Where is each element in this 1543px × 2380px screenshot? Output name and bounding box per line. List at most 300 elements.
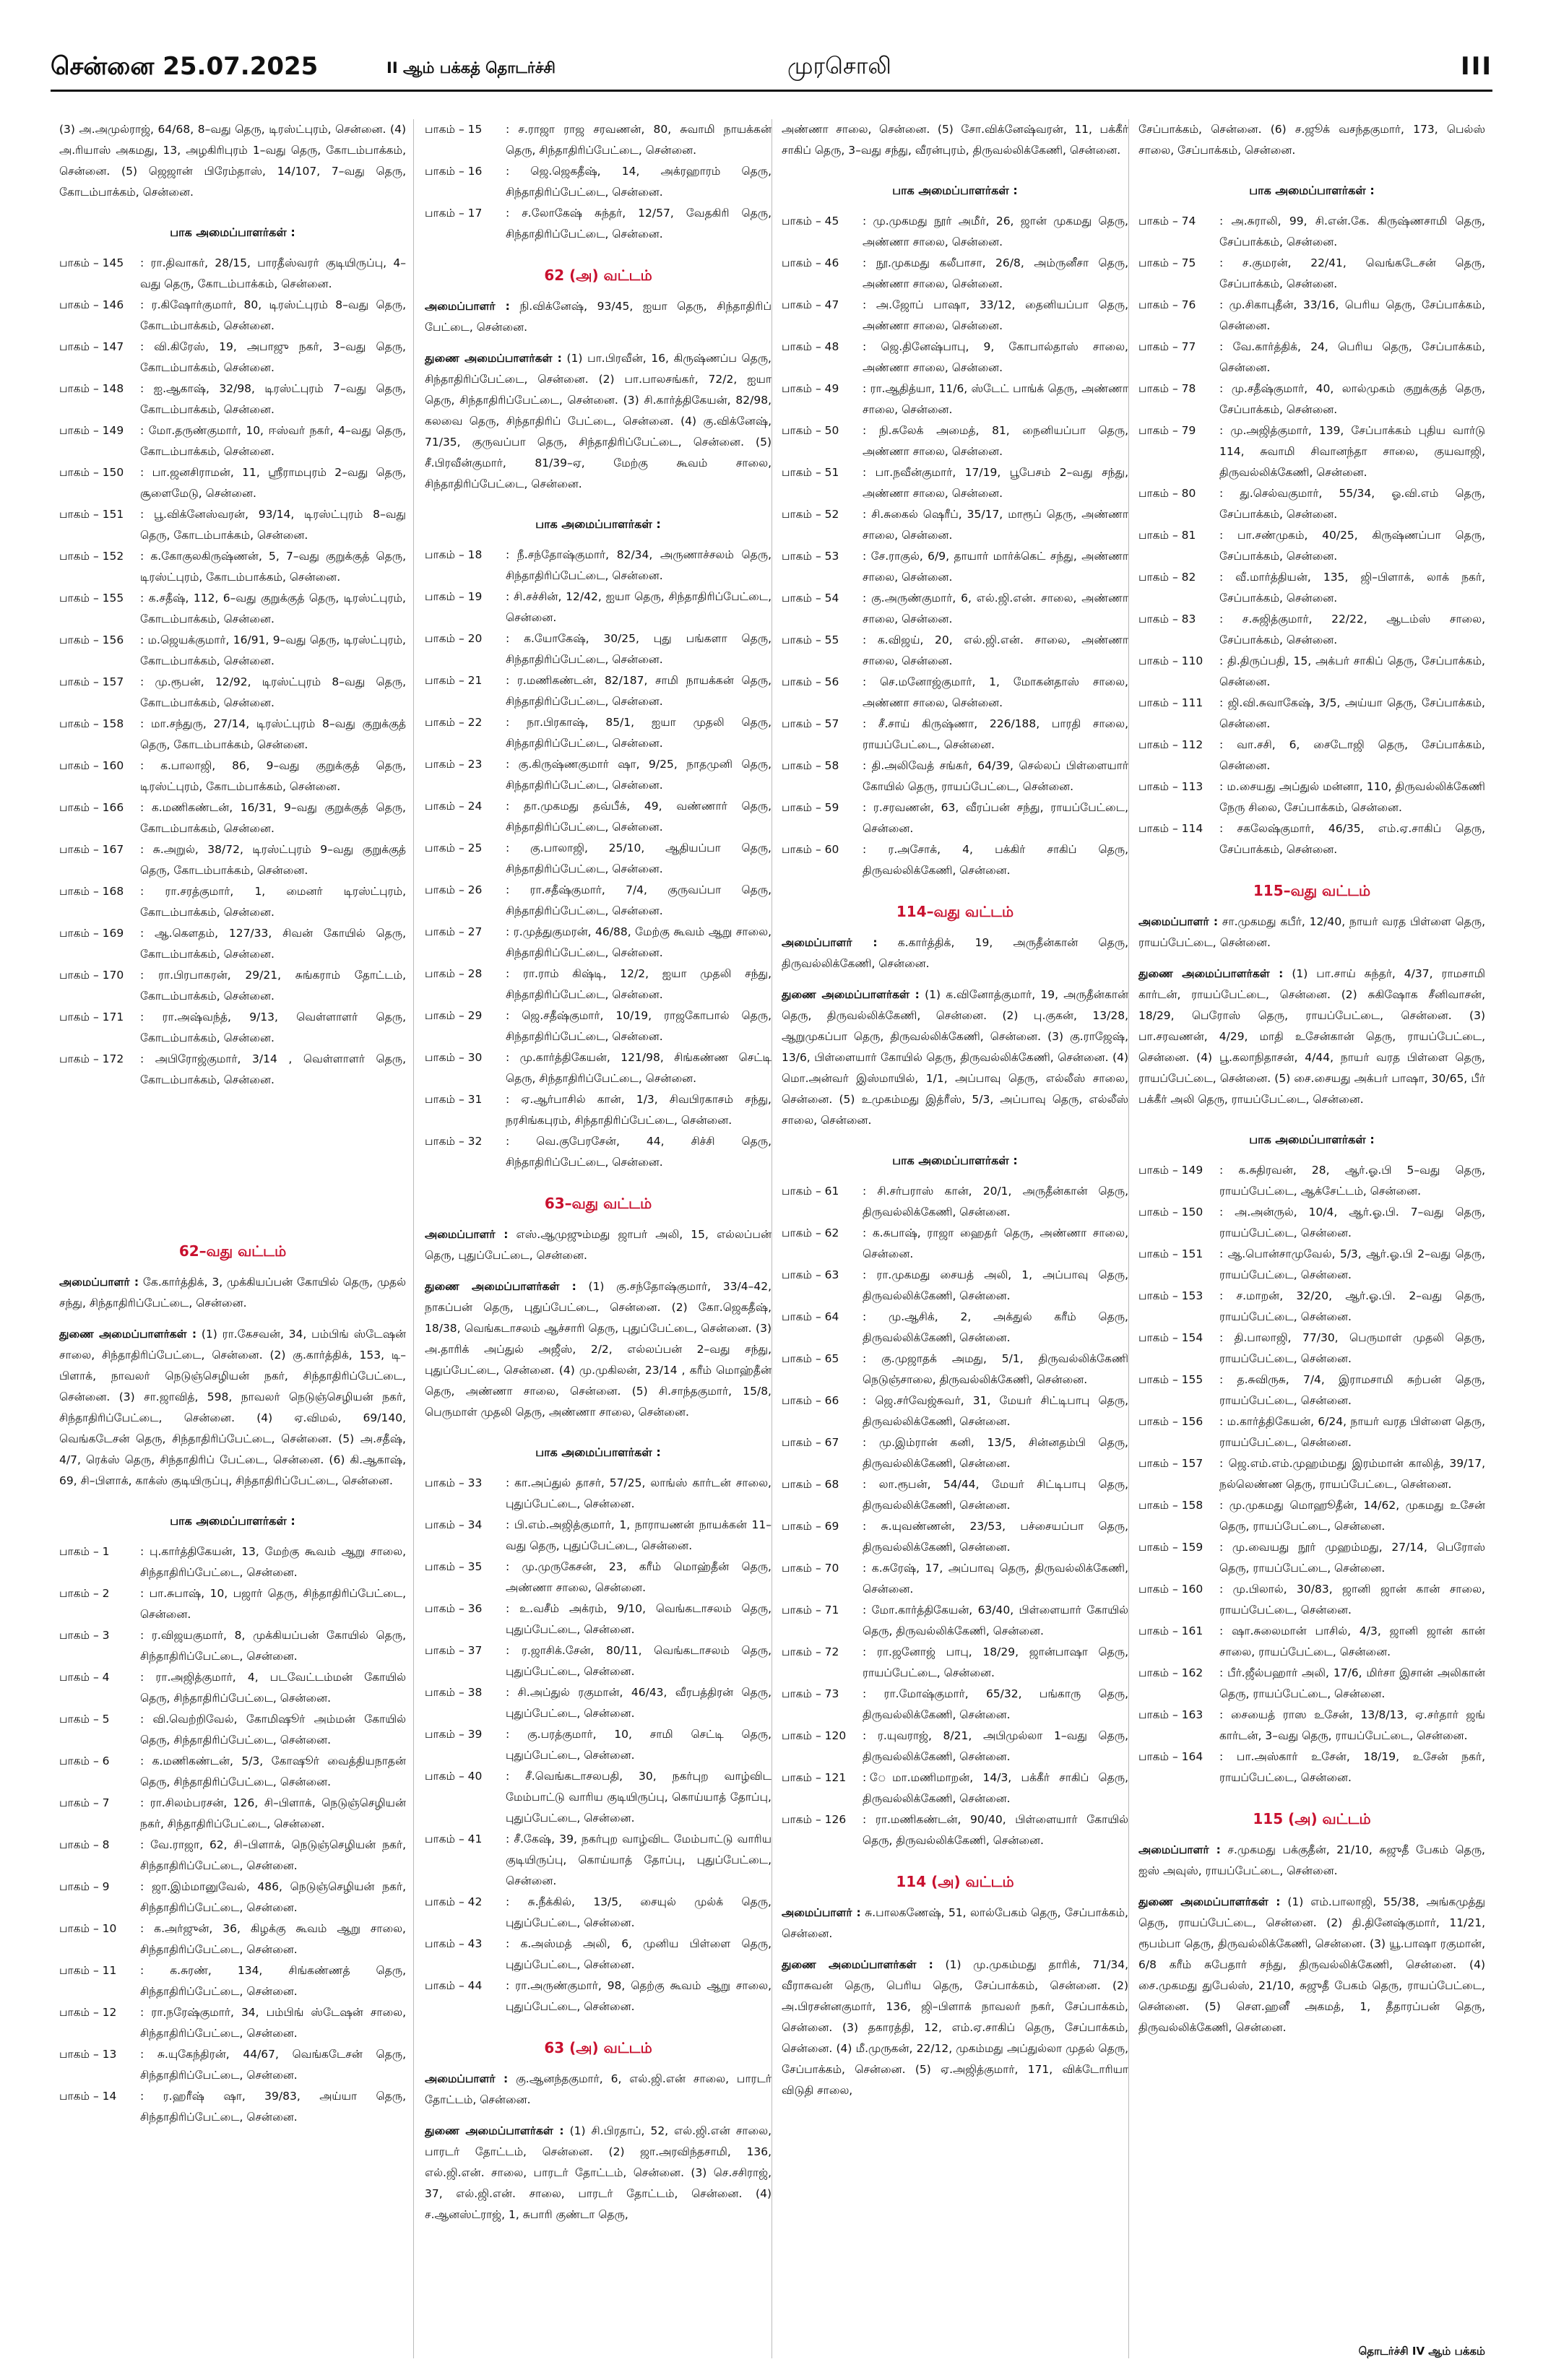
part-label: பாகம் – 33 [425, 1476, 483, 1489]
part-address: : ரா.அருண்குமார், 98, தெற்கு கூவம் ஆறு சாலை, புதுப்பேட்டை, சென்னை. [506, 1979, 772, 2013]
part-address: : ர.கிஷோர்குமார், 80, டிரஸ்ட்புரம் 8–வது தெரு, கோடம்பாக்கம், சென்னை. [140, 298, 406, 332]
part-label: பாகம் – 22 [425, 716, 483, 729]
list-item [59, 462, 406, 504]
column-3 [782, 119, 1128, 2358]
part-label: பாகம் – 160 [59, 759, 124, 772]
part-label: பாகம் – 75 [1138, 256, 1196, 269]
part-address: : வே.ராஜா, 62, சி–பிளாக், நெடுஞ்செழியன் நகர், சிந்தாதிரிப்பேட்டை, சென்னை. [140, 1838, 406, 1872]
part-label: பாகம் – 150 [1138, 1206, 1203, 1219]
part-label: பாகம் – 61 [782, 1185, 839, 1198]
part-label: பாகம் – 29 [425, 1009, 483, 1022]
part-address: : ஆ.கௌதம், 127/33, சிவன் கோயில் தெரு, கோடம்பாக்கம், சென்னை. [140, 927, 406, 961]
part-address: : ர.விஜயகுமார், 8, முக்கியப்பன் கோயில் தெரு, சிந்தாதிரிப்பேட்டை, சென்னை. [140, 1629, 406, 1663]
part-address: : ரா.அஜித்குமார், 4, படவேட்டம்மன் கோயில் தெரு, சிந்தாதிரிப்பேட்டை, சென்னை. [140, 1671, 406, 1705]
part-label: பாகம் – 76 [1138, 298, 1196, 311]
list-item [59, 839, 406, 881]
part-label: பாகம் – 72 [782, 1645, 839, 1658]
part-label: பாகம் – 55 [782, 633, 839, 646]
ward-heading: 63–வது வட்டம் [544, 1195, 652, 1212]
part-address: : ஏ.ஆர்பாசில் கான், 1/3, சிவபிரகாசம் சந்து, நரசிங்கபுரம், சிந்தாதிரிப்பேட்டை, சென்னை. [506, 1093, 772, 1127]
part-label: பாகம் – 8 [59, 1838, 110, 1851]
list-item [59, 630, 406, 672]
part-address: : பு.கார்த்திகேயன், 13, மேற்கு கூவம் ஆறு சாலை, சிந்தாதிரிப்பேட்டை, சென்னை. [140, 1545, 406, 1579]
list-item [59, 756, 406, 797]
part-label: பாகம் – 71 [782, 1604, 839, 1617]
part-label: பாகம் – 27 [425, 925, 483, 938]
list-item [59, 881, 406, 923]
part-address: : மோ.கார்த்திகேயன், 63/40, பிள்ளையார் கோயில் தெரு, திருவல்லிக்கேணி, சென்னை. [863, 1604, 1128, 1637]
role-label: துணை அமைப்பாளர்கள் : [425, 2124, 564, 2137]
list-item [59, 253, 406, 295]
part-label: பாகம் – 50 [782, 424, 839, 437]
subheading: பாக அமைப்பாளர்கள் : [535, 1445, 661, 1459]
spacer [59, 1091, 406, 1221]
list-item [782, 1349, 1128, 1390]
part-address: : வி.வெற்றிவேல், கோமிஷூர் அம்மன் கோயில் தெரு, சிந்தாதிரிப்பேட்டை, சென்னை. [140, 1713, 406, 1747]
part-address: : சீ.சாய் கிருஷ்ணா, 226/188, பாரதி சாலை, ராயப்பேட்டை, சென்னை. [863, 717, 1128, 751]
part-label: பாகம் – 4 [59, 1671, 110, 1684]
subheading: பாக அமைப்பாளர்கள் : [892, 1154, 1018, 1167]
part-label: பாகம் – 35 [425, 1560, 483, 1573]
list-item [425, 1047, 772, 1089]
role-label: அமைப்பாளர் : [59, 1276, 139, 1289]
part-label: பாகம் – 3 [59, 1629, 110, 1642]
part-label: பாகம் – 145 [59, 256, 124, 269]
column-divider [413, 119, 414, 2358]
part-address: : மு.ரூபன், 12/92, டிரஸ்ட்புரம் 8–வது தெரு, கோடம்பாக்கம், சென்னை. [140, 675, 406, 709]
list-item [782, 420, 1128, 462]
part-label: பாகம் – 158 [59, 717, 124, 730]
part-address: : கு.கிருஷ்ணகுமார் ஷா, 9/25, நாதமுனி தெரு, சிந்தாதிரிப்பேட்டை, சென்னை. [506, 758, 772, 792]
list-item [1138, 651, 1485, 693]
part-address: : மு.வையது நூர் முஹம்மது, 27/14, பெரோஸ் தெரு, ராயப்பேட்டை, சென்னை. [1219, 1541, 1485, 1575]
list-item [1138, 1747, 1485, 1788]
list-item [782, 1558, 1128, 1600]
list-item [425, 1557, 772, 1598]
part-label: பாகம் – 39 [425, 1728, 483, 1741]
part-label: பாகம் – 111 [1138, 696, 1203, 709]
part-label: பாகம் – 62 [782, 1226, 839, 1239]
list-item [425, 838, 772, 880]
list-item [59, 378, 406, 420]
subheading: பாக அமைப்பாளர்கள் : [170, 1514, 295, 1528]
continuation-label: II ஆம் பக்கத் தொடர்ச்சி [386, 59, 556, 77]
part-address: : கு.பரத்குமார், 10, சாமி செட்டி தெரு, புதுப்பேட்டை, சென்னை. [506, 1728, 772, 1762]
part-address: : சி.சர்பராஸ் கான், 20/1, அருதீன்கான் தெரு, திருவல்லிக்கேணி, சென்னை. [863, 1185, 1128, 1219]
list-item [59, 337, 406, 378]
part-address: : சி.அப்துல் ரகுமான், 46/43, வீரபத்திரன் தெரு, புதுப்பேட்டை, சென்னை. [506, 1686, 772, 1720]
list-item [782, 378, 1128, 420]
part-label: பாகம் – 66 [782, 1394, 839, 1407]
list-item [59, 504, 406, 546]
list-item [59, 295, 406, 337]
part-address: : வே.கார்த்திக், 24, பெரிய தெரு, சேப்பாக்கம், சென்னை. [1219, 340, 1485, 374]
part-address: : தா.முகமது தவ்பீக், 49, வண்ணார் தெரு, சிந்தாதிரிப்பேட்டை, சென்னை. [506, 800, 772, 834]
part-address: : ர.மணிகண்டன், 82/187, சாமி நாயக்கன் தெரு, சிந்தாதிரிப்பேட்டை, சென்னை. [506, 674, 772, 708]
part-label: பாகம் – 20 [425, 632, 483, 645]
list-item [782, 1390, 1128, 1432]
part-address: : பா.அஸ்கார் உசேன், 18/19, உசேன் நகர், ராயப்பேட்டை, சென்னை. [1219, 1750, 1485, 1784]
paragraph: அமைப்பாளர் : கு.ஆனந்தகுமார், 6, எல்.ஜி.என் சாலை, பாரடர் தோட்டம், சென்னை. [425, 2072, 772, 2106]
part-address: : க.விஜய், 20, எல்.ஜி.என். சாலை, அண்ணா சாலை, சென்னை. [863, 633, 1128, 667]
list-item [1138, 818, 1485, 860]
part-address: : அ.சுராலி, 99, சி.என்.கே. கிருஷ்ணசாமி தெரு, சேப்பாக்கம், சென்னை. [1219, 215, 1485, 248]
list-item [782, 1307, 1128, 1349]
list-item [59, 546, 406, 588]
list-item [59, 797, 406, 839]
part-address: : க.சுதிரவன், 28, ஆர்.ஓ.பி 5–வது தெரு, ராயப்பேட்டை, ஆக்சேட்டம், சென்னை. [1219, 1164, 1485, 1198]
part-address: : சு.அறுல், 38/72, டிரஸ்ட்புரம் 9–வது குறுக்குத் தெரு, கோடம்பாக்கம், சென்னை. [140, 843, 406, 877]
part-label: பாகம் – 152 [59, 550, 124, 563]
list-item [425, 1976, 772, 2017]
list-item [425, 161, 772, 203]
column-4 [1138, 119, 1485, 2358]
list-item [425, 628, 772, 670]
part-address: : ர.முத்துகுமரன், 46/88, மேற்கு கூவம் ஆறு சாலை, சிந்தாதிரிப்பேட்டை, சென்னை. [506, 925, 772, 959]
list-item [782, 839, 1128, 881]
list-item [782, 211, 1128, 253]
paragraph: சேப்பாக்கம், சென்னை. (6) ச.ஜூக் வசந்தகுமார், 173, பெல்ஸ் சாலை, சேப்பாக்கம், சென்னை. [1138, 123, 1485, 157]
part-label: பாகம் – 1 [59, 1545, 110, 1558]
part-label: பாகம் – 147 [59, 340, 124, 353]
part-address: : ரா.அஷ்வந்த், 9/13, வெள்ளாளர் தெரு, கோடம்பாக்கம், சென்னை. [140, 1011, 406, 1044]
part-label: பாகம் – 18 [425, 548, 483, 561]
ward-heading: 115–வது வட்டம் [1253, 882, 1371, 899]
part-label: பாகம் – 44 [425, 1979, 483, 1992]
paragraph: அண்ணா சாலை, சென்னை. (5) சோ.விக்னேஷ்வரன், 11, பக்கீர் சாகிப் தெரு, 3–வது சந்து, வீரன்புரம், திருவல்லிக்கேணி, சென்னை. [782, 123, 1128, 157]
part-address: : ர.அசோக், 4, பக்கிர் சாகிப் தெரு, திருவல்லிக்கேணி, சென்னை. [863, 843, 1128, 877]
part-label: பாகம் – 157 [1138, 1457, 1203, 1470]
list-item [59, 1541, 406, 1583]
paragraph: அமைப்பாளர் : கே.கார்த்திக், 3, முக்கியப்பன் கோயில் தெரு, முதல் சந்து, சிந்தாதிரிப்பேட்டை, சென்னை. [59, 1276, 406, 1310]
part-address: : க.யோகேஷ், 30/25, புது பங்களா தெரு, சிந்தாதிரிப்பேட்டை, சென்னை. [506, 632, 772, 666]
part-label: பாகம் – 78 [1138, 382, 1196, 395]
part-label: பாகம் – 34 [425, 1518, 483, 1531]
role-label: துணை அமைப்பாளர்கள் : [59, 1328, 197, 1341]
role-label: அமைப்பாளர் : [782, 1906, 861, 1919]
part-address: : ச.மாறன், 32/20, ஆர்.ஓ.பி. 2–வது தெரு, ராயப்பேட்டை, சென்னை. [1219, 1289, 1485, 1323]
list-item [59, 1709, 406, 1751]
part-address: : செ.மனோஜ்குமார், 1, மோகன்தாஸ் சாலை, அண்ணா சாலை, சென்னை. [863, 675, 1128, 709]
part-label: பாகம் – 17 [425, 207, 483, 220]
part-label: பாகம் – 7 [59, 1796, 110, 1809]
ward-heading: 114–வது வட்டம் [896, 903, 1014, 920]
part-address: : ஜெ.ஜெகதீஷ், 14, அக்ரஹாரம் தெரு, சிந்தாதிரிப்பேட்டை, சென்னை. [506, 165, 772, 199]
paragraph: அமைப்பாளர் : எஸ்.ஆமுஜும்மது ஜாபர் அலி, 15, எல்லப்பன் தெரு, புதுப்பேட்டை, சென்னை. [425, 1228, 772, 1262]
list-item [425, 670, 772, 712]
part-address: : மோ.தருண்குமார், 10, ஈஸ்வர் நகர், 4–வது தெரு, கோடம்பாக்கம், சென்னை. [140, 424, 406, 458]
part-label: பாகம் – 153 [1138, 1289, 1203, 1302]
list-item [59, 1049, 406, 1091]
list-item [59, 923, 406, 965]
list-item [1138, 378, 1485, 420]
part-address: : மு.அஜித்குமார், 139, சேப்பாக்கம் புதிய வார்டு 114, சுவாமி சிவானந்தா சாலை, குயவாஜி, திருவல்லிக்கேணி, சென்னை. [1219, 424, 1485, 479]
part-label: பாகம் – 57 [782, 717, 839, 730]
list-item [1138, 1286, 1485, 1328]
part-label: பாகம் – 60 [782, 843, 839, 856]
part-address: : ஜெ.சதீஷ்குமார், 10/19, ராஜகோபால் தெரு, சிந்தாதிரிப்பேட்டை, சென்னை. [506, 1009, 772, 1043]
part-address: : லா.ரூபன், 54/44, மேயர் சிட்டிபாபு தெரு, திருவல்லிக்கேணி, சென்னை. [863, 1478, 1128, 1512]
part-label: பாகம் – 64 [782, 1310, 839, 1323]
part-label: பாகம் – 148 [59, 382, 124, 395]
ward-heading: 62–வது வட்டம் [178, 1242, 287, 1260]
newspaper-name: முரசொலி [787, 52, 891, 79]
part-label: பாகம் – 156 [59, 633, 124, 646]
part-label: பாகம் – 167 [59, 843, 124, 856]
part-label: பாகம் – 58 [782, 759, 839, 772]
list-item [782, 588, 1128, 630]
list-item [425, 964, 772, 1005]
part-label: பாகம் – 9 [59, 1880, 110, 1893]
part-label: பாகம் – 161 [1138, 1624, 1203, 1637]
part-address: : சே.ராகுல், 6/9, தாயார் மார்க்கெட் சந்து, அண்ணா சாலை, சென்னை. [863, 550, 1128, 584]
part-address: : அபிரோஜ்குமார், 3/14 , வெள்ளாளர் தெரு, கோடம்பாக்கம், சென்னை. [140, 1052, 406, 1086]
column-divider [1128, 119, 1129, 2358]
part-address: : ரா.திவாகர், 28/15, பாரதீஸ்வரர் குடியிருப்பு, 4–வது தெரு, கோடம்பாக்கம், சென்னை. [140, 256, 406, 290]
part-address: : நூ.முகமது கலீபாசா, 26/8, அம்ருனீசா தெரு, அண்ணா சாலை, சென்னை. [863, 256, 1128, 290]
part-address: : பா.சண்முகம், 40/25, கிருஷ்ணப்பா தெரு, சேப்பாக்கம், சென்னை. [1219, 529, 1485, 563]
list-item [1138, 693, 1485, 735]
part-address: : சி.சச்சின், 12/42, ஐயா தெரு, சிந்தாதிரிப்பேட்டை, சென்னை. [506, 590, 772, 624]
part-label: பாகம் – 162 [1138, 1666, 1203, 1679]
part-label: பாகம் – 171 [59, 1011, 124, 1024]
part-address: : ஜெ.தினேஷ்பாபு, 9, கோபால்தாஸ் சாலை, அண்ணா சாலை, சென்னை. [863, 340, 1128, 374]
subheading: பாக அமைப்பாளர்கள் : [1249, 183, 1375, 197]
part-label: பாகம் – 38 [425, 1686, 483, 1699]
part-address: : ஜா.இம்மானுவேல், 486, நெடுஞ்செழியன் நகர், சிந்தாதிரிப்பேட்டை, சென்னை. [140, 1880, 406, 1914]
part-address: : மு.சிகாபுதீன், 33/16, பெரிய தெரு, சேப்பாக்கம், சென்னை. [1219, 298, 1485, 332]
list-item [782, 1516, 1128, 1558]
part-label: பாகம் – 149 [1138, 1164, 1203, 1177]
part-address: : ரா.ஜனோஜ் பாபு, 18/29, ஜான்பாஷா தெரு, ராயப்பேட்டை, சென்னை. [863, 1645, 1128, 1679]
part-label: பாகம் – 53 [782, 550, 839, 563]
part-label: பாகம் – 120 [782, 1729, 847, 1742]
part-label: பாகம் – 12 [59, 2006, 117, 2019]
part-label: பாகம் – 23 [425, 758, 483, 771]
list-item [782, 295, 1128, 337]
part-address: : சகலேஷ்குமார், 46/35, எம்.ஏ.சாகிப் தெரு, சேப்பாக்கம், சென்னை. [1219, 822, 1485, 856]
part-label: பாகம் – 30 [425, 1051, 483, 1064]
part-address: : பா.சுபாஷ், 10, பஜார் தெரு, சிந்தாதிரிப்பேட்டை, சென்னை. [140, 1587, 406, 1621]
part-label: பாகம் – 14 [59, 2090, 117, 2103]
part-address: : வீ.மார்த்தியன், 135, ஜி–பிளாக், லாக் நகர், சேப்பாக்கம், சென்னை. [1219, 571, 1485, 605]
list-item [59, 2086, 406, 2128]
list-item [425, 1682, 772, 1724]
part-label: பாகம் – 28 [425, 967, 483, 980]
part-address: : ம.சையது அப்துல் மன்னா, 110, திருவல்லிக்கேணி நேரு சிலை, சேப்பாக்கம், சென்னை. [1219, 780, 1485, 814]
part-address: : உ.வசீம் அக்ரம், 9/10, வெங்கடாசலம் தெரு, புதுப்பேட்டை, சென்னை. [506, 1602, 772, 1636]
list-item [1138, 1369, 1485, 1411]
list-item [1138, 420, 1485, 483]
part-label: பாகம் – 5 [59, 1713, 110, 1726]
list-item [1138, 1705, 1485, 1747]
part-address: : ர.சரவணன், 63, வீரப்பன் சந்து, ராயப்பேட்டை, சென்னை. [863, 801, 1128, 835]
list-item [1138, 1495, 1485, 1537]
part-address: : சீ.கேஷ், 39, நகர்புற வாழ்விட மேம்பாட்டு வாரிய குடியிருப்பு, கொய்யாத் தோப்பு, புதுப்பேட்டை, சென்னை. [506, 1832, 772, 1887]
list-item [1138, 1244, 1485, 1286]
list-item [1138, 609, 1485, 651]
part-address: : மு.ஆசிக், 2, அக்துல் கரீம் தெரு, திருவல்லிக்கேணி, சென்னை. [863, 1310, 1128, 1344]
part-label: பாகம் – 54 [782, 592, 839, 605]
part-address: : கா.அப்துல் தாசர், 57/25, லாங்ஸ் கார்டன் சாலை, புதுப்பேட்டை, சென்னை. [506, 1476, 772, 1510]
part-address: : சு.யுகேந்திரன், 44/67, வெங்கடேசன் தெரு, சிந்தாதிரிப்பேட்டை, சென்னை. [140, 2048, 406, 2082]
part-label: பாகம் – 79 [1138, 424, 1196, 437]
list-item [782, 1223, 1128, 1265]
part-address: : சு.யுவண்ணன், 23/53, பச்சையப்பா தெரு, திருவல்லிக்கேணி, சென்னை. [863, 1520, 1128, 1554]
part-address: : கு.முஜாதக் அமது, 5/1, திருவல்லிக்கேணி நெடுஞ்சாலை, திருவல்லிக்கேணி, சென்னை. [863, 1352, 1128, 1386]
ward-heading: 63 (அ) வட்டம் [544, 2039, 652, 2056]
issue-date: சென்னை 25.07.2025 [51, 52, 319, 81]
part-address: : க.அர்ஜுன், 36, கிழக்கு கூவம் ஆறு சாலை, சிந்தாதிரிப்பேட்டை, சென்னை. [140, 1922, 406, 1956]
part-label: பாகம் – 112 [1138, 738, 1203, 751]
part-address: : து.செல்வகுமார், 55/34, ஓ.வி.எம் தெரு, சேப்பாக்கம், சென்னை. [1219, 487, 1485, 521]
part-address: : ர.ஜாசிக்.சேன், 80/11, வெங்கடாசலம் தெரு, புதுப்பேட்டை, சென்னை. [506, 1644, 772, 1678]
part-address: : ஐ.ஆகாஷ், 32/98, டிரஸ்ட்புரம் 7–வது தெரு, கோடம்பாக்கம், சென்னை. [140, 382, 406, 416]
part-address: : ச.ராஜா ராஜ சரவணன், 80, சுவாமி நாயக்கன் தெரு, சிந்தாதிரிப்பேட்டை, சென்னை. [506, 123, 772, 157]
part-label: பாகம் – 2 [59, 1587, 110, 1600]
part-address: : நி.சுலேக் அமைத், 81, நைனியப்பா தெரு, அண்ணா சாலை, சென்னை. [863, 424, 1128, 458]
list-item [782, 1474, 1128, 1516]
part-address: : க.சுரண், 134, சிங்கண்ணத் தெரு, சிந்தாதிரிப்பேட்டை, சென்னை. [140, 1964, 406, 1998]
part-label: பாகம் – 6 [59, 1754, 110, 1767]
part-address: : க.சுரேஷ், 17, அப்பாவு தெரு, திருவல்லிக்கேணி, சென்னை. [863, 1562, 1128, 1596]
list-item [425, 545, 772, 587]
list-item [1138, 1579, 1485, 1621]
list-item [59, 420, 406, 462]
list-item [1138, 1328, 1485, 1369]
list-item [782, 462, 1128, 504]
part-label: பாகம் – 21 [425, 674, 483, 687]
list-item [1138, 1453, 1485, 1495]
part-label: பாகம் – 48 [782, 340, 839, 353]
part-address: : பா.நவீன்குமார், 17/19, பூபேசம் 2–வது சந்து, அண்ணா சாலை, சென்னை. [863, 466, 1128, 500]
part-address: : சி.சுகைல் ஷெரீப், 35/17, மாரூப் தெரு, அண்ணா சாலை, சென்னை. [863, 508, 1128, 542]
role-label: அமைப்பாளர் : [425, 300, 510, 313]
list-item [782, 756, 1128, 797]
part-label: பாகம் – 158 [1138, 1499, 1203, 1512]
list-item [1138, 337, 1485, 378]
list-item [1138, 483, 1485, 525]
ward-heading: 62 (அ) வட்டம் [544, 267, 652, 284]
subheading: பாக அமைப்பாளர்கள் : [535, 517, 661, 531]
part-label: பாகம் – 56 [782, 675, 839, 688]
role-label: அமைப்பாளர் : [1138, 1843, 1221, 1856]
part-address: : நீ.சந்தோஷ்குமார், 82/34, அருணாச்சலம் தெரு, சிந்தாதிரிப்பேட்டை, சென்னை. [506, 548, 772, 582]
part-address: : சையைத் ராஸ உசேன், 13/8/13, ஏ.சர்தார் ஜங் கார்டன், 3–வது தெரு, ராயப்பேட்டை, சென்னை. [1219, 1708, 1485, 1742]
list-item [59, 1877, 406, 1918]
list-item [782, 253, 1128, 295]
part-label: பாகம் – 68 [782, 1478, 839, 1491]
part-label: பாகம் – 43 [425, 1937, 483, 1950]
part-address: : ரா.சரத்குமார், 1, மைனர் டிரஸ்ட்புரம், கோடம்பாக்கம், சென்னை. [140, 885, 406, 919]
list-item [59, 1835, 406, 1877]
role-label: அமைப்பாளர் : [1138, 915, 1219, 928]
list-item [782, 546, 1128, 588]
part-address: : ச.லோகேஷ் சுந்தர், 12/57, வேதகிரி தெரு, சிந்தாதிரிப்பேட்டை, சென்னை. [506, 207, 772, 241]
list-item [59, 965, 406, 1007]
part-address: : தி.பாலாஜி, 77/30, பெருமாள் முதலி தெரு, ராயப்பேட்டை, சென்னை. [1219, 1331, 1485, 1365]
list-item [59, 588, 406, 630]
list-item [782, 1432, 1128, 1474]
part-address: : ரா.மோஷ்குமார், 65/32, பங்காரு தெரு, திருவல்லிக்கேணி, சென்னை. [863, 1687, 1128, 1721]
part-address: : ஷா.சுலைமான் பாசில், 4/3, ஜானி ஜான் கான் சாலை, ராயப்பேட்டை, சென்னை. [1219, 1624, 1485, 1658]
list-item [1138, 1663, 1485, 1705]
part-label: பாகம் – 149 [59, 424, 124, 437]
list-item [1138, 1537, 1485, 1579]
list-item [59, 1960, 406, 2002]
part-label: பாகம் – 169 [59, 927, 124, 940]
part-address: : க.மணிகண்டன், 5/3, கோஷூர் வைத்தியநாதன் தெரு, சிந்தாதிரிப்பேட்டை, சென்னை. [140, 1754, 406, 1788]
paragraph: அமைப்பாளர் : ச.முகமது பக்குதீன், 21/10, சுஜுதீ பேகம் தெரு, ஐஸ் அவுஸ், ராயப்பேட்டை, சென்னை. [1138, 1843, 1485, 1877]
part-label: பாகம் – 126 [782, 1813, 847, 1826]
part-label: பாகம் – 26 [425, 883, 483, 896]
part-label: பாகம் – 113 [1138, 780, 1203, 793]
part-label: பாகம் – 59 [782, 801, 839, 814]
part-label: பாகம் – 157 [59, 675, 124, 688]
part-label: பாகம் – 65 [782, 1352, 839, 1365]
part-address: : மு.பிலால், 30/83, ஜானி ஜான் கான் சாலை, ராயப்பேட்டை, சென்னை. [1219, 1583, 1485, 1617]
part-label: பாகம் – 36 [425, 1602, 483, 1615]
part-label: பாகம் – 150 [59, 466, 124, 479]
subheading: பாக அமைப்பாளர்கள் : [1249, 1133, 1375, 1146]
part-label: பாகம் – 32 [425, 1135, 483, 1148]
part-address: : நா.பிரகாஷ், 85/1, ஐயா முதலி தெரு, சிந்தாதிரிப்பேட்டை, சென்னை. [506, 716, 772, 750]
masthead [51, 52, 1492, 87]
list-item [59, 672, 406, 714]
paragraph: துணை அமைப்பாளர்கள் : (1) பா.பிரவீன், 16, கிருஷ்ணப்ப தெரு, சிந்தாதிரிப்பேட்டை, சென்னை. (2) பா.பாலசங்கர், 72/2, ஐயா தெரு, சிந்தாதிரிப்பேட்டை, சென்னை. (3) சி.கார்த்திகேயன், 82/98, கலவை தெரு, சிந்தாதிரிப் பேட்டை, சென்னை. (4) கு.விக்னேஷ், 71/35, குருவப்பா தெரு, சிந்தாதிரிப்பேட்டை, சென்னை. (5) சீ.பிரவீன்குமார், 81/39–ஏ, மேற்கு கூவம் சாலை, சிந்தாதிரிப்பேட்டை, சென்னை. [425, 352, 772, 490]
role-label: அமைப்பாளர் : [425, 1228, 509, 1241]
list-item [782, 630, 1128, 672]
part-address: : பீர்.ஜீல்பஹார் அலி, 17/6, மிர்சா இசான் அலிகான் தெரு, ராயப்பேட்டை, சென்னை. [1219, 1666, 1485, 1700]
paragraph: துணை அமைப்பாளர்கள் : (1) சி.பிரதாப், 52, எல்.ஜி.என் சாலை, பாரடர் தோட்டம், சென்னை. (2) ஜா.அரவிந்தசாமி, 136, எல்.ஜி.என். சாலை, பாரடர் தோட்டம், சென்னை. (3) செ.சசிராஜ், 37, எல்.ஜி.என். சாலை, பாரடர் தோட்டம், சென்னை. (4) ச.ஆனஸ்ட்ராஜ், 1, சுபாரி குண்டா தெரு, [425, 2124, 772, 2221]
part-address: : மு.சதீஷ்குமார், 40, லால்முகம் குறுக்குத் தெரு, சேப்பாக்கம், சென்னை. [1219, 382, 1485, 416]
ward-heading: 115 (அ) வட்டம் [1253, 1810, 1371, 1827]
list-item [425, 1005, 772, 1047]
list-item [1138, 1621, 1485, 1663]
part-address: : க.மணிகண்டன், 16/31, 9–வது குறுக்குத் தெரு, கோடம்பாக்கம், சென்னை. [140, 801, 406, 835]
part-label: பாகம் – 45 [782, 215, 839, 228]
paragraph: துணை அமைப்பாளர்கள் : (1) கு.சந்தோஷ்குமார், 33/4–42, நாகப்பன் தெரு, புதுப்பேட்டை, சென்னை. (2) கோ.ஜெகதீஷ், 18/38, வெங்கடாசலம் ஆச்சாரி தெரு, புதுப்பேட்டை, சென்னை. (3) அ.தாரிக் அப்துல் அஜீஸ், 2/2, எல்லப்பன் 2–வது சந்து, புதுப்பேட்டை, சென்னை. (4) மு.முகிலன், 23/14 , கரீம் மொஹ்தீன் தெரு, அண்ணா சாலை, சென்னை. (5) சி.சாந்தகுமார், 15/8, பெருமாள் முதலி தெரு, அண்ணா சாலை, சென்னை. [425, 1280, 772, 1419]
list-item [782, 1181, 1128, 1223]
part-address: : கு.அருண்குமார், 6, எல்.ஜி.என். சாலை, அண்ணா சாலை, சென்னை. [863, 592, 1128, 626]
part-label: பாகம் – 46 [782, 256, 839, 269]
paragraph: துணை அமைப்பாளர்கள் : (1) க.வினோத்குமார், 19, அருதீன்கான் தெரு, திருவல்லிக்கேணி, சென்னை. (2) பு.குகன், 13/28, ஆறுமுகப்பா தெரு, திருவல்லிக்கேணி, சென்னை. (3) கு.ராஜேஷ், 13/6, பிள்ளையார் கோயில் தெரு, திருவல்லிக்கேணி, சென்னை. (4) மொ.அன்வர் இஸ்மாயில், 1/1, அப்பாவு தெரு, எல்லீஸ் சாலை, சென்னை. (5) உமுகம்மது இத்ரீஸ், 5/3, அப்பாவு தெரு, எல்லீஸ் சாலை, சென்னை. [782, 988, 1128, 1127]
list-item [1138, 211, 1485, 253]
part-label: பாகம் – 11 [59, 1964, 117, 1977]
part-label: பாகம் – 73 [782, 1687, 839, 1700]
list-item [425, 1829, 772, 1892]
continuation-footer: தொடர்ச்சி IV ஆம் பக்கம் [1358, 2345, 1485, 2358]
part-address: : ரா.நரேஷ்குமார், 34, பம்பிங் ஸ்டேஷன் சாலை, சிந்தாதிரிப்பேட்டை, சென்னை. [140, 2006, 406, 2040]
list-item [782, 1726, 1128, 1767]
part-address: : மா.சந்துரு, 27/14, டிரஸ்ட்புரம் 8–வது குறுக்குத் தெரு, கோடம்பாக்கம், சென்னை. [140, 717, 406, 751]
part-label: பாகம் – 15 [425, 123, 483, 136]
role-label: அமைப்பாளர் : [425, 2072, 509, 2085]
part-address: : வா.சசி, 6, சைடோஜி தெரு, சேப்பாக்கம், சென்னை. [1219, 738, 1485, 772]
part-address: : பூ.விக்னேஸ்வரன், 93/14, டிரஸ்ட்புரம் 8–வது தெரு, கோடம்பாக்கம், சென்னை. [140, 508, 406, 542]
part-label: பாகம் – 114 [1138, 822, 1203, 835]
paragraph: அமைப்பாளர் : நி.விக்னேஷ், 93/45, ஐயா தெரு, சிந்தாதிரிப் பேட்டை, சென்னை. [425, 300, 772, 334]
list-item [425, 1766, 772, 1829]
list-item [782, 1642, 1128, 1684]
list-item [59, 1583, 406, 1625]
part-label: பாகம் – 51 [782, 466, 839, 479]
part-label: பாகம் – 172 [59, 1052, 124, 1065]
list-item [425, 587, 772, 628]
role-label: துணை அமைப்பாளர்கள் : [425, 1280, 576, 1293]
part-address: : பி.எம்.அஜித்குமார், 1, நாராயணன் நாயக்கன் 11–வது தெரு, புதுப்பேட்டை, சென்னை. [506, 1518, 772, 1552]
list-item [425, 1089, 772, 1131]
